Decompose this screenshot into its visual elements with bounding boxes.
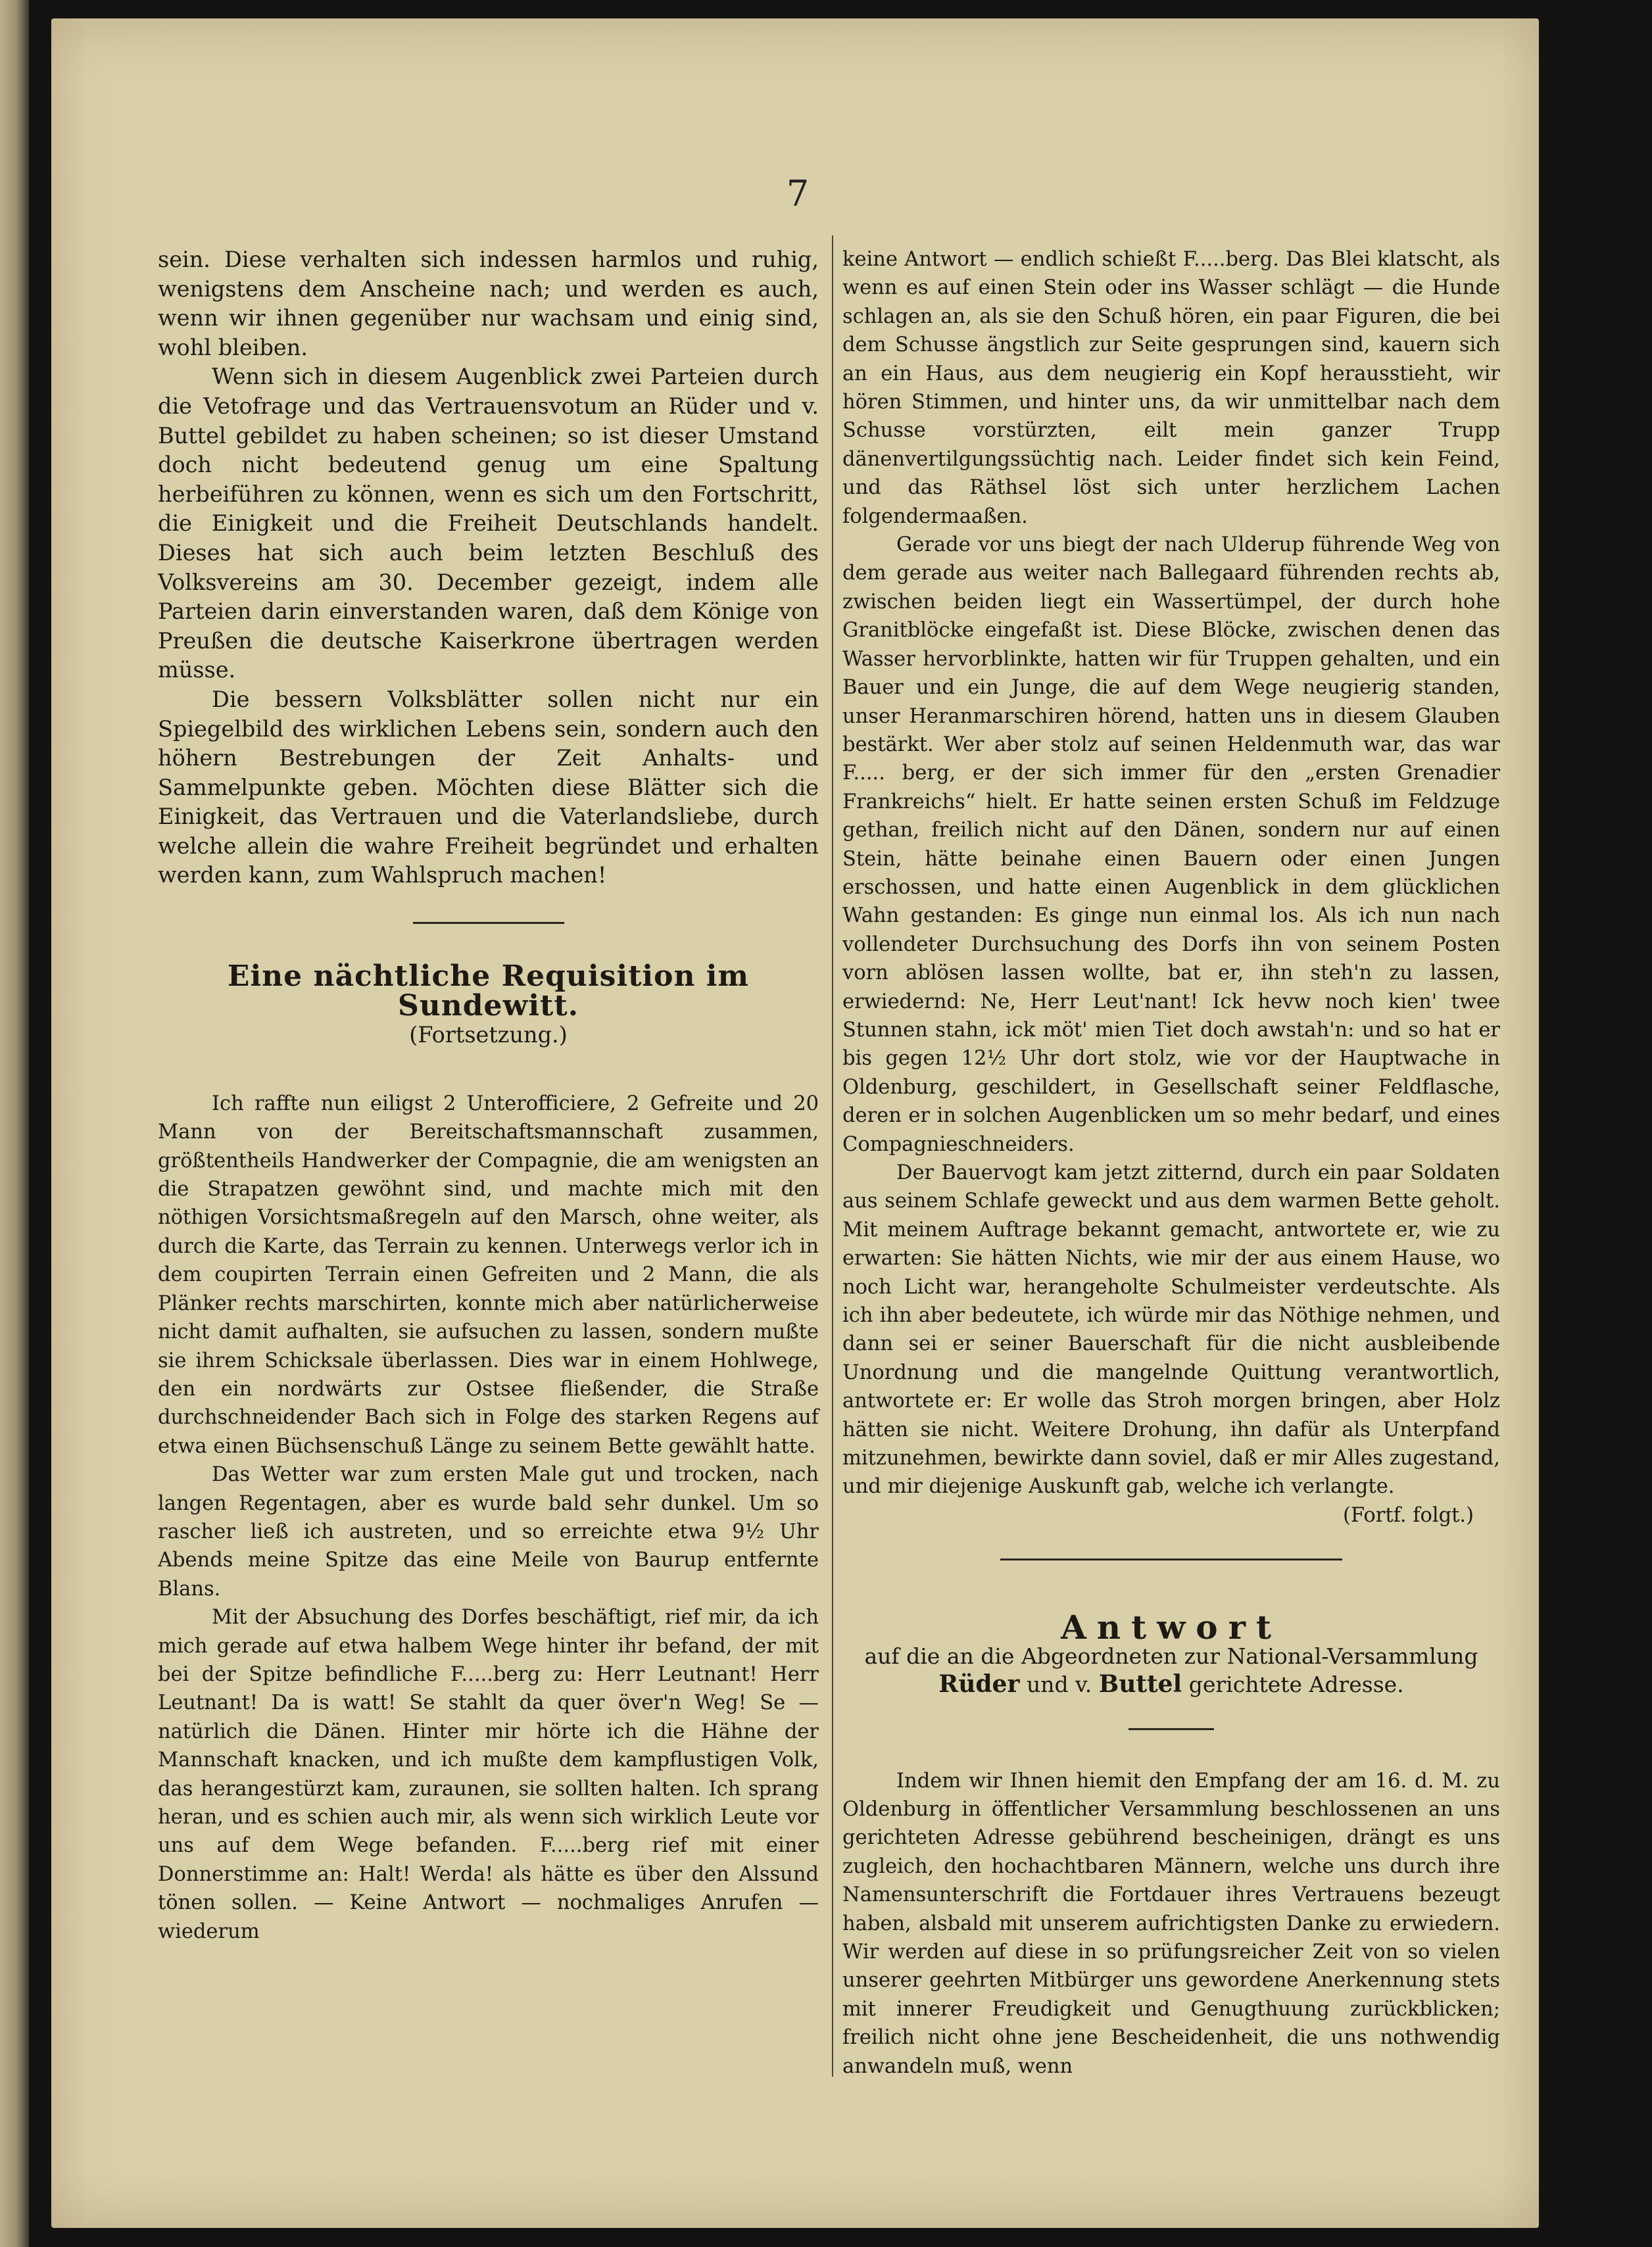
- antwort-paragraph: Indem wir Ihnen hiemit den Empfang der am 16. d. M. zu Oldenburg in öffentlicher Versammlung beschlossenen an uns gerichteten Adresse gebührend bescheinigen, drängt es uns zugleich, den hochachtbaren Männern, welche uns durch ihre Namensunterschrift die Fortdauer ihres Vertrauens bezeugt haben, alsbald mit unserem aufrichtigsten Danke zu erwiedern. Wir werden auf diese in so prüfungsreicher Zeit von so vielen unserer geehrten Mitbürger uns gewordene Anerkennung stets mit innerer Freudigkeit und Genugthuung zurückblicken; freilich nicht ohne jene Bescheidenheit, die uns nothwendig anwandeln muß, wenn: [842, 1769, 1500, 2078]
- antwort-subtitle-line-2: [842, 1670, 1500, 1699]
- newspaper-page: [51, 18, 1539, 2228]
- article-cont-paragraph-2: Gerade vor uns biegt der nach Ulderup führende Weg von dem gerade aus weiter nach Ballegaard führenden rechts ab, zwischen beiden liegt ein Wassertümpel, der durch hohe Granitblöcke eingefaßt ist. Diese Blöcke, zwischen denen das Wasser hervorblinkte, hatten wir für Truppen gehalten, und ein Bauer und ein Junge, die auf dem Wege neugierig standen, unser Heranmarschiren hörend, hatten uns in diesem Glauben bestärkt. Wer aber stolz auf seinen Heldenmuth war, das war F..... berg, er der sich immer für den „ersten Grenadier Frankreichs“ hielt. Er hatte seinen ersten Schuß im Feldzuge gethan, freilich nicht auf den Dänen, sondern nur auf einen Stein, hätte beinahe einen Bauern oder einen Jungen erschossen, und hatte einen Augenblick in dem glücklichen Wahn gestanden: Es ginge nun einmal los. Als ich nun nach vollendeter Durchsuchung des Dorfs ihn von seinem Posten vorn ablösen lassen wollte, bat er, ihn steh'n zu lassen, erwiedernd: Ne, Herr Leut'nant! Ick hevw noch kien' twee Stunnen stahn, ick möt' mien Tiet doch awstah'n: und so hat er bis gegen 12½ Uhr dort stolz, wie vor der Hauptwache in Oldenburg, geschildert, in Gesellschaft seiner Feldflasche, deren er in solchen Augenblicken um so mehr bedarf, und eines Compagnieschneiders.: [842, 533, 1500, 1156]
- right-column: [842, 245, 1500, 2081]
- article-subtitle: (Fortsetzung.): [409, 1022, 568, 1048]
- conj-und: und v.: [1026, 1672, 1092, 1698]
- article-paragraph-2: Das Wetter war zum ersten Male gut und trocken, nach langen Regentagen, aber es wurde bald sehr dunkel. Um so rascher ließ ich austreten, und so erreichte etwa 9½ Uhr Abends meine Spitze das eine Meile von Baurup entfernte Blans.: [158, 1463, 819, 1601]
- antwort-subtitle-line-1: auf die an die Abgeordneten zur National-Versammlung: [864, 1643, 1478, 1669]
- continuation-note: (Fortf. folgt.): [1343, 1503, 1474, 1527]
- left-column: [158, 245, 819, 1946]
- article-cont-paragraph-1: keine Antwort — endlich schießt F.....berg. Das Blei klatscht, als wenn es auf einen Stein oder ins Wasser schlägt — die Hunde schlagen an, als sie den Schuß hören, ein paar Figuren, die bei dem Schusse ängstlich zur Seite gesprungen sind, kauern sich an ein Haus, aus dem neugierig ein Kopf herausstieht, wir hören Stimmen, und hinter uns, da wir unmittelbar nach dem Schusse vorstürzten, eilt mein ganzer Trupp dänenvertilgungssüchtig nach. Leider findet sich kein Feind, und das Räthsel löst sich unter herzlichem Lachen folgendermaaßen.: [842, 248, 1500, 528]
- intro-paragraph-2: Wenn sich in diesem Augenblick zwei Parteien durch die Vetofrage und das Vertrauensvotum an Rüder und v. Buttel gebildet zu haben scheinen; so ist dieser Umstand doch nicht bedeutend genug um eine Spaltung herbeiführen zu können, wenn es sich um den Fortschritt, die Einigkeit und die Freiheit Deutschlands handelt. Dieses hat sich auch beim letzten Beschluß des Volksvereins am 30. December gezeigt, indem alle Parteien darin einverstanden waren, daß dem Könige von Preußen die deutsche Kaiserkrone übertragen werden müsse.: [158, 364, 819, 683]
- name-rueder: Rüder: [938, 1670, 1020, 1699]
- page-number: 7: [786, 173, 810, 214]
- article-paragraph-1: Ich raffte nun eiligst 2 Unterofficiere, 2 Gefreite und 20 Mann von der Bereitschaftsmannschaft zusammen, größtentheils Handwerker der Compagnie, die am wenigsten an die Strapatzen gewöhnt sind, und machte mich mit den nöthigen Vorsichtsmaßregeln auf den Marsch, ohne weiter, als durch die Karte, das Terrain zu kennen. Unterwegs verlor ich in dem coupirten Terrain einen Gefreiten und 2 Mann, die als Plänker rechts marschirten, konnte mich aber natürlicherweise nicht damit aufhalten, sie aufsuchen zu lassen, sondern mußte sie ihrem Schicksale überlassen. Dies war in einem Hohlwege, den ein nordwärts zur Ostsee fließender, die Straße durchschneidender Bach sich in Folge des starken Regens auf etwa einen Büchsenschuß Länge zu seinem Bette gewählt hatte.: [158, 1092, 819, 1458]
- intro-paragraph-3: Die bessern Volksblätter sollen nicht nur ein Spiegelbild des wirklichen Lebens sein, sondern auch den höhern Bestrebungen der Zeit Anhalts- und Sammelpunkte geben. Möchten diese Blätter sich die Einigkeit, das Vertrauen und die Vaterlandsliebe, durch welche allein die wahre Freiheit begründet und erhalten werden kann, zum Wahlspruch machen!: [158, 686, 819, 888]
- intro-paragraph-1: sein. Diese verhalten sich indessen harmlos und ruhig, wenigstens dem Anscheine nach; und werden es auch, wenn wir ihnen gegenüber nur wachsam und einig sind, wohl bleiben.: [158, 247, 819, 360]
- article-cont-paragraph-3: Der Bauervogt kam jetzt zitternd, durch ein paar Soldaten aus seinem Schlafe geweckt und aus dem warmen Bette geholt. Mit meinem Auftrage bekannt gemacht, antwortete er, wie zu erwarten: Sie hätten Nichts, wie mir der aus einem Hause, wo noch Licht war, herangeholte Schulmeister verdeutschte. Als ich ihn aber bedeutete, ich würde mir das Nöthige nehmen, und dann sei er seiner Bauerschaft für die nicht ausbleibende Unordnung und die mangelnde Quittung verantwortlich, antwortete er: Er wolle das Stroh morgen bringen, aber Holz hätten sie nicht. Weitere Drohung, ihn dafür als Unterpfand mitzunehmen, bewirkte dann soviel, daß er mir Alles zugestand, und mir diejenige Auskunft gab, welche ich verlangte.: [842, 1161, 1500, 1499]
- subtitle-tail: gerichtete Adresse.: [1188, 1672, 1404, 1698]
- name-buttel: Buttel: [1098, 1670, 1182, 1699]
- column-divider: [832, 235, 833, 2077]
- adjacent-page-edge: [0, 0, 29, 2247]
- antwort-title: Antwort: [1060, 1608, 1282, 1647]
- article-paragraph-3: Mit der Absuchung des Dorfes beschäftigt, rief mir, da ich mich gerade auf etwa halbem Wege hinter ihr befand, der mit bei der Spitze befindliche F.....berg zu: Herr Leutnant! Herr Leutnant! Da is watt! Se stahlt da quer över'n Weg! Se — natürlich die Dänen. Hinter mir hörte ich die Hähne der Mannschaft knacken, und ich mußte dem kampflustigen Volk, das herangestürzt kam, zuraunen, sie sollten halten. Ich sprang heran, und es schien auch mir, als wenn sich wirklich Leute vor uns auf dem Wege befanden. F.....berg rief mit einer Donnerstimme an: Halt! Werda! als hätte es über den Alssund tönen sollen. — Keine Antwort — nochmaliges Anrufen — wiederum: [158, 1606, 819, 1943]
- article-title: Eine nächtliche Requisition im Sundewitt.: [227, 959, 750, 1023]
